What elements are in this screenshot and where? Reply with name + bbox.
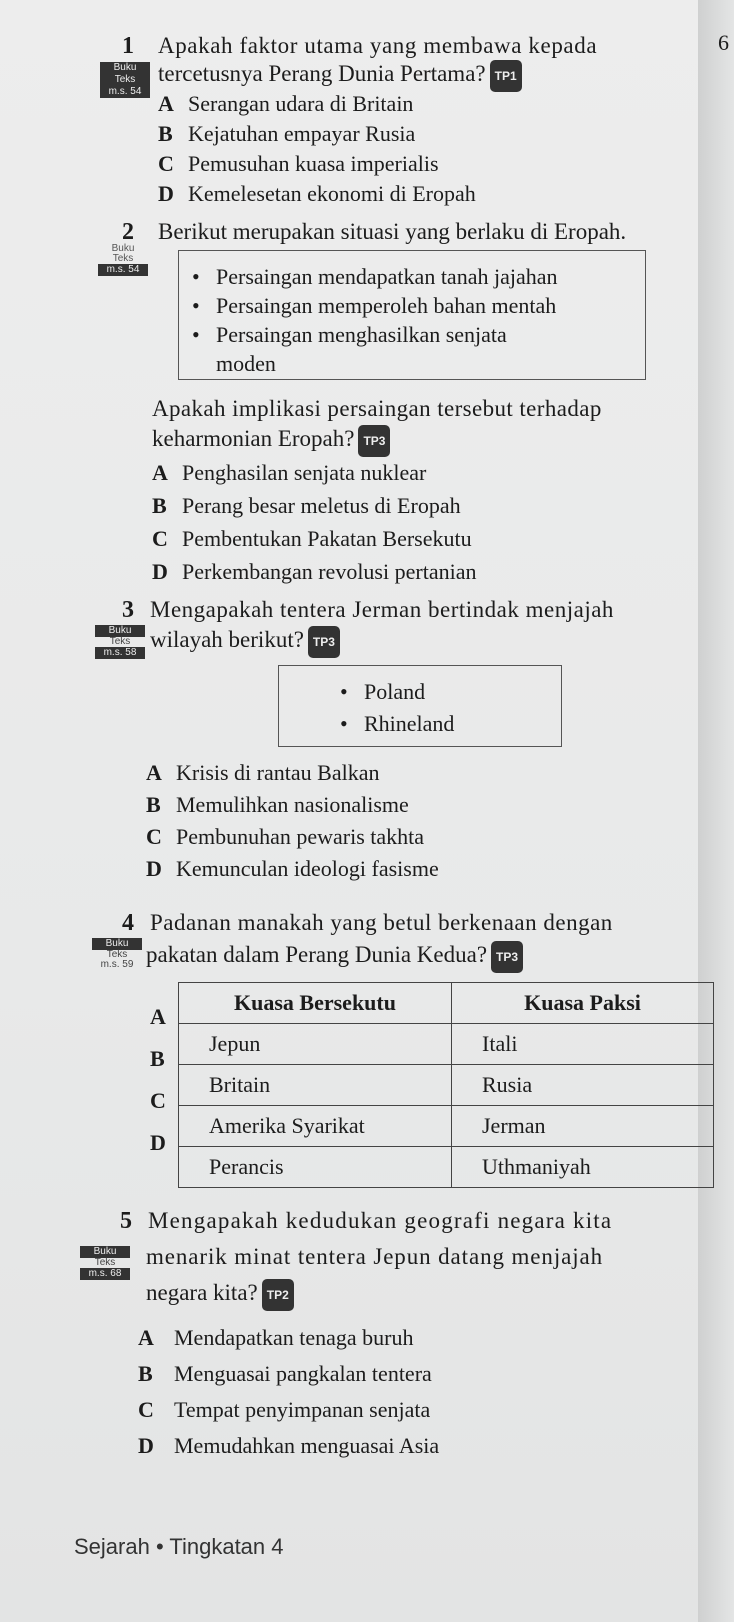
q3-options bbox=[146, 757, 439, 885]
next-page-edge bbox=[698, 0, 734, 1622]
q2-stem-line1: Berikut merupakan situasi yang berlaku di Eropah. bbox=[158, 219, 627, 244]
q2-textbook-tag: Buku Teks m.s. 54 bbox=[98, 244, 148, 276]
row-d-right: Uthmaniyah bbox=[452, 1147, 714, 1188]
page-footer: Sejarah • Tingkatan 4 bbox=[74, 1534, 284, 1559]
q5-options bbox=[138, 1320, 439, 1464]
q1-option-d[interactable]: D Kemelesetan ekonomi di Eropah bbox=[158, 181, 476, 206]
q2-option-d[interactable]: D Perkembangan revolusi pertanian bbox=[152, 559, 477, 584]
q1-option-b[interactable]: B Kejatuhan empayar Rusia bbox=[158, 121, 416, 146]
q2-bullet-3: • Persaingan menghasilkan senjata bbox=[178, 320, 557, 349]
q3-bullet-2: • Rhineland bbox=[326, 708, 454, 740]
q2-number: 2 bbox=[122, 219, 134, 245]
header-kuasa-paksi: Kuasa Paksi bbox=[452, 983, 714, 1024]
q2-stem-line3: keharmonian Eropah? TP3 bbox=[152, 424, 390, 457]
q4-stem-line2: pakatan dalam Perang Dunia Kedua? TP3 bbox=[146, 940, 523, 973]
q3-tp-badge: TP3 bbox=[308, 626, 340, 658]
row-c-right: Jerman bbox=[452, 1106, 714, 1147]
q1-option-c[interactable]: C Pemusuhan kuasa imperialis bbox=[158, 151, 439, 176]
q3-textbook-tag: Buku Teks m.s. 58 bbox=[95, 625, 145, 659]
q1-stem-line2: tercetusnya Perang Dunia Pertama? TP1 bbox=[158, 59, 522, 92]
q5-option-a[interactable]: A Mendapatkan tenaga buruh bbox=[138, 1325, 414, 1350]
header-kuasa-bersekutu: Kuasa Bersekutu bbox=[179, 983, 452, 1024]
q5-option-b[interactable]: B Menguasai pangkalan tentera bbox=[138, 1361, 432, 1386]
q3-bullet-1: • Poland bbox=[326, 676, 454, 708]
q2-option-c[interactable]: C Pembentukan Pakatan Bersekutu bbox=[152, 526, 472, 551]
q2-option-a[interactable]: A Penghasilan senjata nuklear bbox=[152, 460, 427, 485]
q3-option-c[interactable]: C Pembunuhan pewaris takhta bbox=[146, 824, 425, 849]
q2-bullet-3-cont: moden bbox=[216, 351, 276, 376]
q5-stem-line3: negara kita? TP2 bbox=[146, 1278, 294, 1311]
q3-option-d[interactable]: D Kemunculan ideologi fasisme bbox=[146, 856, 439, 881]
q1-tp-badge: TP1 bbox=[490, 60, 522, 92]
q5-stem-line1: Mengapakah kedudukan geografi negara kita bbox=[148, 1208, 613, 1233]
row-c-left: Amerika Syarikat bbox=[179, 1106, 452, 1147]
q1-stem-line1: Apakah faktor utama yang membawa kepada bbox=[158, 33, 598, 58]
q1-number: 1 bbox=[122, 33, 134, 59]
q2-stem-line2: Apakah implikasi persaingan tersebut terhadap bbox=[152, 396, 602, 421]
q4-row-letter-c[interactable]: C bbox=[150, 1088, 166, 1113]
next-page-number: 6 bbox=[718, 30, 729, 55]
q4-tp-badge: TP3 bbox=[491, 941, 523, 973]
table-row[interactable] bbox=[179, 1065, 714, 1106]
q2-bullet-1: • Persaingan mendapatkan tanah jajahan bbox=[178, 262, 557, 291]
q5-tp-badge: TP2 bbox=[262, 1279, 294, 1311]
q4-row-letter-d[interactable]: D bbox=[150, 1130, 166, 1155]
q5-option-d[interactable]: D Memudahkan menguasai Asia bbox=[138, 1433, 440, 1458]
row-b-right: Rusia bbox=[452, 1065, 714, 1106]
q2-bullet-2: • Persaingan memperoleh bahan mentah bbox=[178, 291, 557, 320]
q2-situation-list bbox=[178, 262, 557, 378]
q2-options bbox=[152, 456, 476, 588]
table-row[interactable] bbox=[179, 1024, 714, 1065]
row-d-left: Perancis bbox=[179, 1147, 452, 1188]
table-row[interactable] bbox=[179, 1106, 714, 1147]
q1-options bbox=[158, 89, 476, 209]
row-a-left: Jepun bbox=[179, 1024, 452, 1065]
table-row[interactable] bbox=[179, 1147, 714, 1188]
q3-stem-line2: wilayah berikut? TP3 bbox=[150, 625, 340, 658]
row-b-left: Britain bbox=[179, 1065, 452, 1106]
q5-stem-line2: menarik minat tentera Jepun datang menjajah bbox=[146, 1244, 604, 1269]
q5-option-c[interactable]: C Tempat penyimpanan senjata bbox=[138, 1397, 431, 1422]
q3-stem-line1: Mengapakah tentera Jerman bertindak menjajah bbox=[150, 597, 614, 622]
q4-row-letter-a[interactable]: A bbox=[150, 1004, 166, 1029]
q4-number: 4 bbox=[122, 910, 134, 936]
q3-number: 3 bbox=[122, 597, 134, 623]
q3-option-b[interactable]: B Memulihkan nasionalisme bbox=[146, 792, 409, 817]
q3-option-a[interactable]: A Krisis di rantau Balkan bbox=[146, 760, 380, 785]
q4-textbook-tag: Buku Teks m.s. 59 bbox=[92, 938, 142, 970]
row-a-right: Itali bbox=[452, 1024, 714, 1065]
q1-option-a[interactable]: A Serangan udara di Britain bbox=[158, 91, 414, 116]
q4-alliance-table bbox=[178, 982, 714, 1188]
q5-number: 5 bbox=[120, 1208, 132, 1234]
q2-tp-badge: TP3 bbox=[358, 425, 390, 457]
q1-textbook-tag: Buku Teks m.s. 54 bbox=[100, 62, 150, 98]
q2-option-b[interactable]: B Perang besar meletus di Eropah bbox=[152, 493, 461, 518]
q3-region-list bbox=[326, 676, 454, 740]
q5-textbook-tag: Buku Teks m.s. 68 bbox=[80, 1246, 130, 1280]
q4-row-letter-b[interactable]: B bbox=[150, 1046, 165, 1071]
table-header-row bbox=[179, 983, 714, 1024]
q4-stem-line1: Padanan manakah yang betul berkenaan dengan bbox=[150, 910, 613, 935]
